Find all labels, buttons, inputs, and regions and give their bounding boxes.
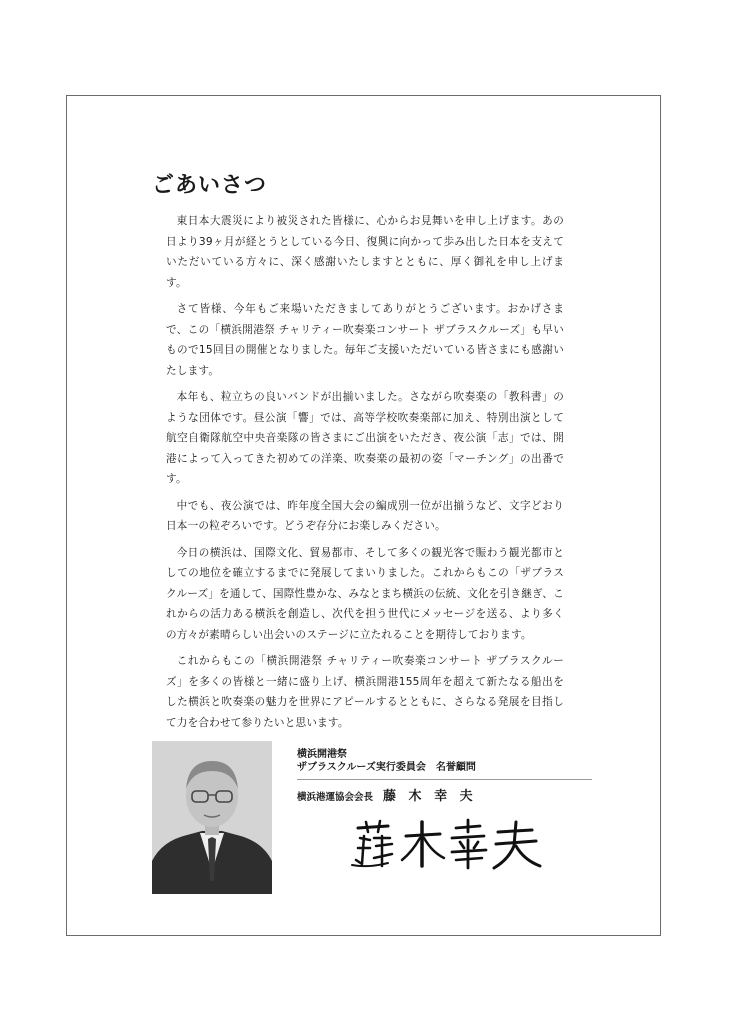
signer-role: 横浜港運協会会長: [297, 792, 374, 803]
portrait-illustration: [152, 741, 272, 894]
signature-divider: [297, 779, 592, 780]
committee-title: ザブラスクルーズ実行委員会 名誉顧問: [297, 762, 476, 773]
signature-block: [297, 748, 592, 804]
paragraph-2: さて皆様、今年もご来場いただきましてありがとうございます。おかげさまで、この「横浜開港祭 チャリティー吹奏楽コンサート ザブラスクルーズ」も早いもので15回目の開催となりました。毎年ご支援いただいている皆さまにも感謝いたします。: [166, 303, 564, 377]
handwritten-signature: [348, 818, 543, 870]
portrait-photo: [152, 741, 272, 894]
paragraph-1: 東日本大震災により被災された皆様に、心からお見舞いを申し上げます。あの日より39ヶ月が経とうとしている今日、復興に向かって歩み出した日本を支えていただいている方々に、深く感謝いたしますとともに、厚く御礼を申し上げます。: [166, 215, 564, 289]
paragraph-5: 今日の横浜は、国際文化、貿易都市、そして多くの観光客で賑わう観光都市としての地位を確立するまでに発展してまいりました。これからもこの「ザブラスクルーズ」を通して、国際性豊かな、みなとまち横浜の伝統、文化を引き継ぎ、これからの活力ある横浜を創造し、次代を担う世代にメッセージを送る、より多くの方々が素晴らしい出会いのステージに立たれることを期待しております。: [166, 546, 564, 641]
page-title: ごあいさつ: [152, 172, 268, 198]
paragraph-4: 中でも、夜公演では、昨年度全国大会の編成別一位が出揃うなど、文字どおり日本一の粒ぞろいです。どうぞ存分にお楽しみください。: [166, 499, 564, 532]
paragraph-6: これからもこの「横浜開港祭 チャリティー吹奏楽コンサート ザブラスクルーズ」を多くの皆様と一緒に盛り上げ、横浜開港155周年を超えて新たなる船出をした横浜と吹奏楽の魅力を世界にアピールするとともに、さらなる発展を目指して力を合わせて参りたいと思います。: [166, 655, 564, 729]
signer-row: [297, 785, 592, 804]
signer-name: 藤 木 幸 夫: [383, 789, 477, 804]
greeting-body: [166, 211, 564, 739]
org-name: 横浜開港祭: [297, 749, 347, 760]
paragraph-3: 本年も、粒立ちの良いバンドが出揃いました。さながら吹奏楽の「教科書」のような団体です。昼公演「響」では、高等学校吹奏楽部に加え、特別出演として航空自衛隊航空中央音楽隊の皆さまにご出演をいただき、夜公演「志」では、開港によって入ってきた初めての洋楽、吹奏楽の最初の姿「マーチング」の出番です。: [166, 391, 564, 485]
